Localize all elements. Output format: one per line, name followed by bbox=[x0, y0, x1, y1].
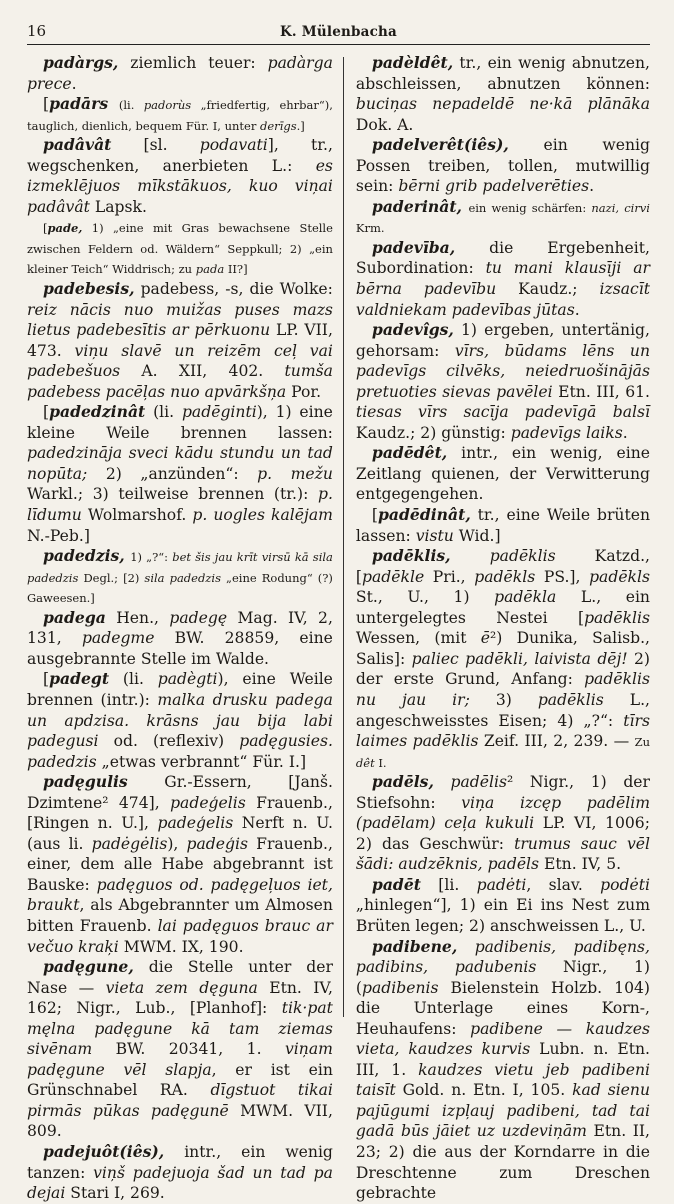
entry-padebesis: padebesis, padebess, -s, die Wolke: reiz nācis nuo muižas puses mazs lietus padebesītis ar pērkuonu LP. VII, 473. viņu slavē un reizēm ceļ vai padebešuos A. XII, 402. tumša padebess pacēļas nuo apvārkšņa Por. bbox=[27, 279, 333, 401]
page-header bbox=[27, 22, 650, 45]
entry-padedzinat: [padedzinât (li. padēginti), 1) eine kleine Weile brennen lassen: padedzināja sveci kādu stundu un tad nopūta; 2) „anzünden“: p. mežu Warkl.; 3) teilweise brennen (tr.): p. līdumu Wolmarshof. p. uogles kalējam N.-Peb.] bbox=[27, 402, 333, 545]
entry-padedinat: [padēdinât, tr., eine Weile brüten lassen: vistu Wid.] bbox=[355, 505, 650, 545]
entry-paderinat: paderinât, ein wenig schärfen: nazi, cirvi Krm. bbox=[355, 196, 650, 236]
entry-padeldet: padèldêt, tr., ein wenig abnutzen, abschleissen, abnutzen können: buciņas nepadeldē ne·kā plānāka Dok. A. bbox=[355, 53, 650, 134]
entry-padejuot: padejuôt(iês), intr., ein wenig tanzen: viņš padejuoja šad un tad pa dejai Stari I, 269. bbox=[27, 1141, 333, 1203]
entry-padargs: padàrgs, ziemlich teuer: padàrga prece. bbox=[27, 53, 333, 93]
entry-padet: padēt [li. padėti, slav. podėti „hinlegen“], 1) ein Ei ins Nest zum Brüten legen; 2) anschweissen L., U. bbox=[355, 874, 650, 935]
entry-pade: [pade, 1) „eine mit Gras bewachsene Stelle zwischen Feldern od. Wäldern“ Seppkull; 2) „ein kleiner Teich“ Widdrisch; zu pada II?] bbox=[27, 221, 333, 277]
entry-padega: padega Hen., padegę Mag. IV, 2, 131, padegme BW. 28859, eine ausgebrannte Stelle im Walde. bbox=[27, 607, 333, 668]
page-number: 16 bbox=[27, 22, 47, 40]
entry-padegulis: padęgulis Gr.-Essern, [Janš. Dzimtene² 474], padeģelis Frauenb., [Ringen n. U.], padeģelis Nerft n. U. (aus li. padėgėlis), padeģis Frauenb., einer, dem alle Habe abgebrannt ist Bauske: padęguos od. padęgeļuos iet, braukt, als Abgebrannter um Almosen bitten Frauenb. lai padęguos brauc ar večuo kraķi MWM. IX, 190. bbox=[27, 772, 333, 956]
entry-padibene: padibene, padibenis, padibęns, padibins, padubenis Nigr., 1) (padibenis Bielenstein Holzb. 104) die Unterlage eines Korn-, Heuhaufens: padibene — kaudzes vieta, kaudzes kurvis Lubn. n. Etn. III, 1. kaudzes vietu jeb padibeni taisīt Gold. n. Etn. I, 105. kad sienu pajūgumi izpļauj padibeni, tad tai gadā būs jāiet uz uzdeviņām Etn. II, 23; 2) die aus der Korndarre in die Dreschtenne zum Dreschen gebrachte bbox=[355, 936, 650, 1203]
entry-padegune: padęgune, die Stelle unter der Nase — vieta zem dęguna Etn. IV, 162; Nigr., Lub., [Planhof]: tik·pat męlna padęgune kā tam ziemas sivēnam BW. 20341, 1. viņam padęgune vēl slapja, er ist ein Grünschnabel RA. dīgstuot tikai pirmās pūkas padęgunē MWM. VII, 809. bbox=[27, 957, 333, 1141]
entry-padars: [padārs (li. padorùs „friedfertig, ehrbar“), tauglich, dienlich, bequem Für. I, unter derīgs.] bbox=[27, 94, 333, 133]
left-column bbox=[27, 53, 339, 1204]
entry-padelveret: padelverêt(iês), ein wenig Possen treiben, tollen, mutwillig sein: bērni grib padelverēties. bbox=[355, 135, 650, 196]
entry-padeviba: padevība, die Ergebenheit, Subordination: tu mani klausīji ar bērna padevību Kaudz.; izsacīt valdniekam padevības jūtas. bbox=[355, 237, 651, 319]
entry-padedzis: padedzis, 1) „?“: bet šis jau krīt virsū kā sila padedzis Degl.; [2) sila padedzis „eine Rodung“ (?) Gaweesen.] bbox=[27, 546, 333, 606]
entry-padeklis: padēklis, padēklis Katzd., [padēkle Pri., padēkls PS.], padēkls St., U., 1) padēkla L., ein untergelegtes Nestei [padēklis Wessen, (mit ē²) Dunika, Salisb., Salis]: paliec padēkli, laivista dēj! 2) der erste Grund, Anfang: padēklis nu jau ir; 3) padēklis L., angeschweisstes Eisen; 4) „?“: tīrs laimes padēklis Zeif. III, 2, 239. — Zu dêt I. bbox=[355, 546, 650, 770]
entry-padels: padēls, padēlis² Nigr., 1) der Stiefsohn: viņa izcęp padēlim (padēlam) ceļa kukuli LP. VI, 1006; 2) das Geschwür: trumus sauc vēl šādi: audzēknis, padēls Etn. IV, 5. bbox=[355, 772, 650, 874]
entry-padavat: padâvât [sl. podavati], tr., wegschenken, anerbieten L.: es izmeklējuos mīkstākuos, kuo viņai padâvât Lapsk. bbox=[27, 135, 333, 216]
column-divider bbox=[343, 57, 344, 1017]
right-column bbox=[356, 53, 650, 1204]
two-column-body bbox=[27, 53, 650, 1204]
entry-padegt: [padegt (li. padègti), eine Weile brennen (intr.): malka drusku padega un apdzisa. krāsns jau bija labi padegusi od. (reflexiv) padęgusies. padedzis „etwas verbrannt“ Für. I.] bbox=[27, 669, 333, 771]
entry-padevigs: padevîgs, 1) ergeben, untertänig, gehorsam: vīrs, būdams lēns un padevīgs cilvēks, neiedruošinājās pretuoties sievas pavēlei Etn. III, 61. tiesas vīrs sacīja padevīgā balsī Kaudz.; 2) günstig: padevīgs laiks. bbox=[355, 320, 651, 442]
running-title: K. Mülenbacha bbox=[280, 24, 397, 40]
entry-padedet: padēdêt, intr., ein wenig, eine Zeitlang quienen, der Verwitterung entgegengehen. bbox=[355, 443, 650, 504]
